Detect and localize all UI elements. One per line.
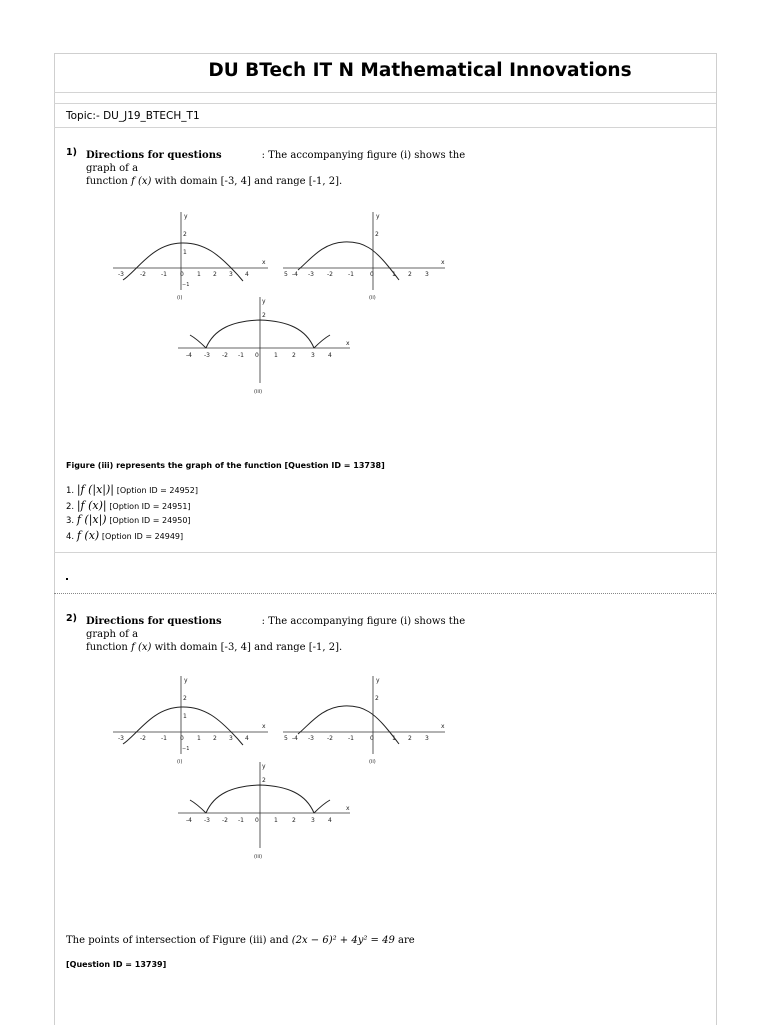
tick-label: 2 <box>183 231 187 238</box>
tick-label: -4 <box>186 352 192 359</box>
tick-label: 2 <box>408 735 412 742</box>
tick-label: -2 <box>140 735 146 742</box>
option-math: |f (x)| <box>76 499 107 512</box>
tick-label: -4 <box>292 735 298 742</box>
math-fx: f (x) <box>131 176 152 187</box>
directions-text: function <box>86 642 128 653</box>
option-id: [Option ID = 24949] <box>101 532 184 541</box>
tick-label: 1 <box>274 817 278 824</box>
option-4[interactable] <box>66 529 183 542</box>
divider <box>54 103 716 104</box>
option-number: 4. <box>66 532 75 542</box>
question-text: Figure (iii) represents the graph of the function [Question ID = 13738] <box>66 461 385 470</box>
figure-iii <box>170 295 360 397</box>
x-axis-label: x <box>441 259 445 266</box>
tick-label: 4 <box>328 817 332 824</box>
option-id: [Option ID = 24951] <box>109 502 191 511</box>
tick-label: 2 <box>408 271 412 278</box>
question-directions <box>86 615 466 654</box>
tick-label: -3 <box>204 352 210 359</box>
tick-label: 4 <box>245 271 249 278</box>
tick-label: −1 <box>182 282 190 288</box>
figure-i <box>110 672 275 767</box>
option-math: f (x) <box>76 529 100 542</box>
figure-caption: (i) <box>177 295 183 301</box>
tick-label: -2 <box>140 271 146 278</box>
figure-caption: (iii) <box>254 854 263 860</box>
option-2[interactable] <box>66 499 191 512</box>
tick-label: -1 <box>238 817 244 824</box>
tick-label: -1 <box>161 271 167 278</box>
directions-text: function <box>86 176 128 187</box>
tick-label: -1 <box>348 735 354 742</box>
directions-text: with domain [-3, 4] and range [-1, 2]. <box>154 176 343 187</box>
tick-label: -4 <box>186 817 192 824</box>
tick-label: 3 <box>229 735 233 742</box>
tick-label: 1 <box>274 352 278 359</box>
directions-text: : The accompanying figure (i) shows the graph of a <box>86 150 466 174</box>
tick-label: -3 <box>308 735 314 742</box>
question-id: [Question ID = 13739] <box>66 960 167 969</box>
question-number: 1) <box>66 147 77 158</box>
tick-label: -1 <box>238 352 244 359</box>
x-axis-label: x <box>262 723 266 730</box>
tick-label: 1 <box>392 271 396 278</box>
tick-label: 1 <box>183 713 187 720</box>
tick-label: 3 <box>311 817 315 824</box>
option-id: [Option ID = 24952] <box>116 486 198 495</box>
tick-label: 4 <box>328 352 332 359</box>
math-fx: f (x) <box>131 642 152 653</box>
tick-label: 0 <box>255 817 259 824</box>
option-3[interactable] <box>66 513 191 526</box>
tick-label: −1 <box>182 746 190 752</box>
tick-label: -2 <box>222 817 228 824</box>
page-title: DU BTech IT N Mathematical Innovations <box>208 60 632 81</box>
tick-label: 1 <box>392 735 396 742</box>
option-1[interactable] <box>66 483 198 496</box>
tick-label: 2 <box>213 735 217 742</box>
divider <box>54 127 716 128</box>
y-axis-label: y <box>376 213 380 220</box>
directions-text: with domain [-3, 4] and range [-1, 2]. <box>154 642 343 653</box>
tick-label: -1 <box>161 735 167 742</box>
tick-label: 1 <box>197 271 201 278</box>
figure-i <box>110 208 275 303</box>
tick-label: -1 <box>348 271 354 278</box>
question-text-part: The points of intersection of Figure (iii) and <box>66 935 289 946</box>
x-axis-label: x <box>346 805 350 812</box>
tick-label: 2 <box>375 695 379 702</box>
tick-label: -4 <box>292 271 298 278</box>
tick-label: 2 <box>213 271 217 278</box>
question-directions <box>86 149 466 188</box>
dotted-divider <box>54 593 716 594</box>
tick-label: 1 <box>183 249 187 256</box>
directions-text: : The accompanying figure (i) shows the graph of a <box>86 616 466 640</box>
tick-label: -3 <box>308 271 314 278</box>
directions-heading: Directions for questions <box>86 150 222 161</box>
figure-caption: (ii) <box>369 295 376 301</box>
option-number: 3. <box>66 516 75 526</box>
tick-label: 0 <box>180 271 184 278</box>
y-axis-label: y <box>184 213 188 220</box>
tick-label: 0 <box>255 352 259 359</box>
tick-label: 3 <box>229 271 233 278</box>
question-text <box>66 935 415 946</box>
y-axis-label: y <box>376 677 380 684</box>
y-axis-label: y <box>184 677 188 684</box>
topic-label: Topic:- DU_J19_BTECH_T1 <box>66 110 200 122</box>
figure-ii <box>280 672 455 767</box>
option-math: |f (|x|)| <box>76 483 115 496</box>
tick-label: 5 <box>284 735 288 742</box>
divider <box>54 92 716 93</box>
figure-caption: (i) <box>177 759 183 765</box>
tick-label: 5 <box>284 271 288 278</box>
x-axis-label: x <box>441 723 445 730</box>
tick-label: 2 <box>292 817 296 824</box>
tick-label: 0 <box>370 271 374 278</box>
x-axis-label: x <box>262 259 266 266</box>
figure-caption: (iii) <box>254 389 263 395</box>
tick-label: -2 <box>327 271 333 278</box>
tick-label: 0 <box>370 735 374 742</box>
tick-label: -2 <box>222 352 228 359</box>
tick-label: -3 <box>118 735 124 742</box>
tick-label: 3 <box>425 271 429 278</box>
tick-label: -2 <box>327 735 333 742</box>
tick-label: 2 <box>183 695 187 702</box>
option-number: 1. <box>66 486 75 496</box>
tick-label: 0 <box>180 735 184 742</box>
option-math: f (|x|) <box>76 513 107 526</box>
option-id: [Option ID = 24950] <box>109 516 191 525</box>
tick-label: 4 <box>245 735 249 742</box>
option-number: 2. <box>66 502 75 512</box>
separator-mark <box>66 578 68 580</box>
tick-label: 3 <box>311 352 315 359</box>
directions-heading: Directions for questions <box>86 616 222 627</box>
tick-label: 2 <box>375 231 379 238</box>
question-math: (2x − 6)² + 4y² = 49 <box>291 935 395 946</box>
divider <box>54 552 716 553</box>
tick-label: -3 <box>204 817 210 824</box>
y-axis-label: y <box>262 763 266 770</box>
tick-label: 2 <box>262 312 266 319</box>
tick-label: 2 <box>292 352 296 359</box>
tick-label: 1 <box>197 735 201 742</box>
x-axis-label: x <box>346 340 350 347</box>
figure-ii <box>280 208 455 303</box>
y-axis-label: y <box>262 298 266 305</box>
question-number: 2) <box>66 613 77 624</box>
tick-label: -3 <box>118 271 124 278</box>
question-text-part: are <box>398 935 415 946</box>
figure-caption: (ii) <box>369 759 376 765</box>
tick-label: 2 <box>262 777 266 784</box>
tick-label: 3 <box>425 735 429 742</box>
figure-iii <box>170 760 360 862</box>
